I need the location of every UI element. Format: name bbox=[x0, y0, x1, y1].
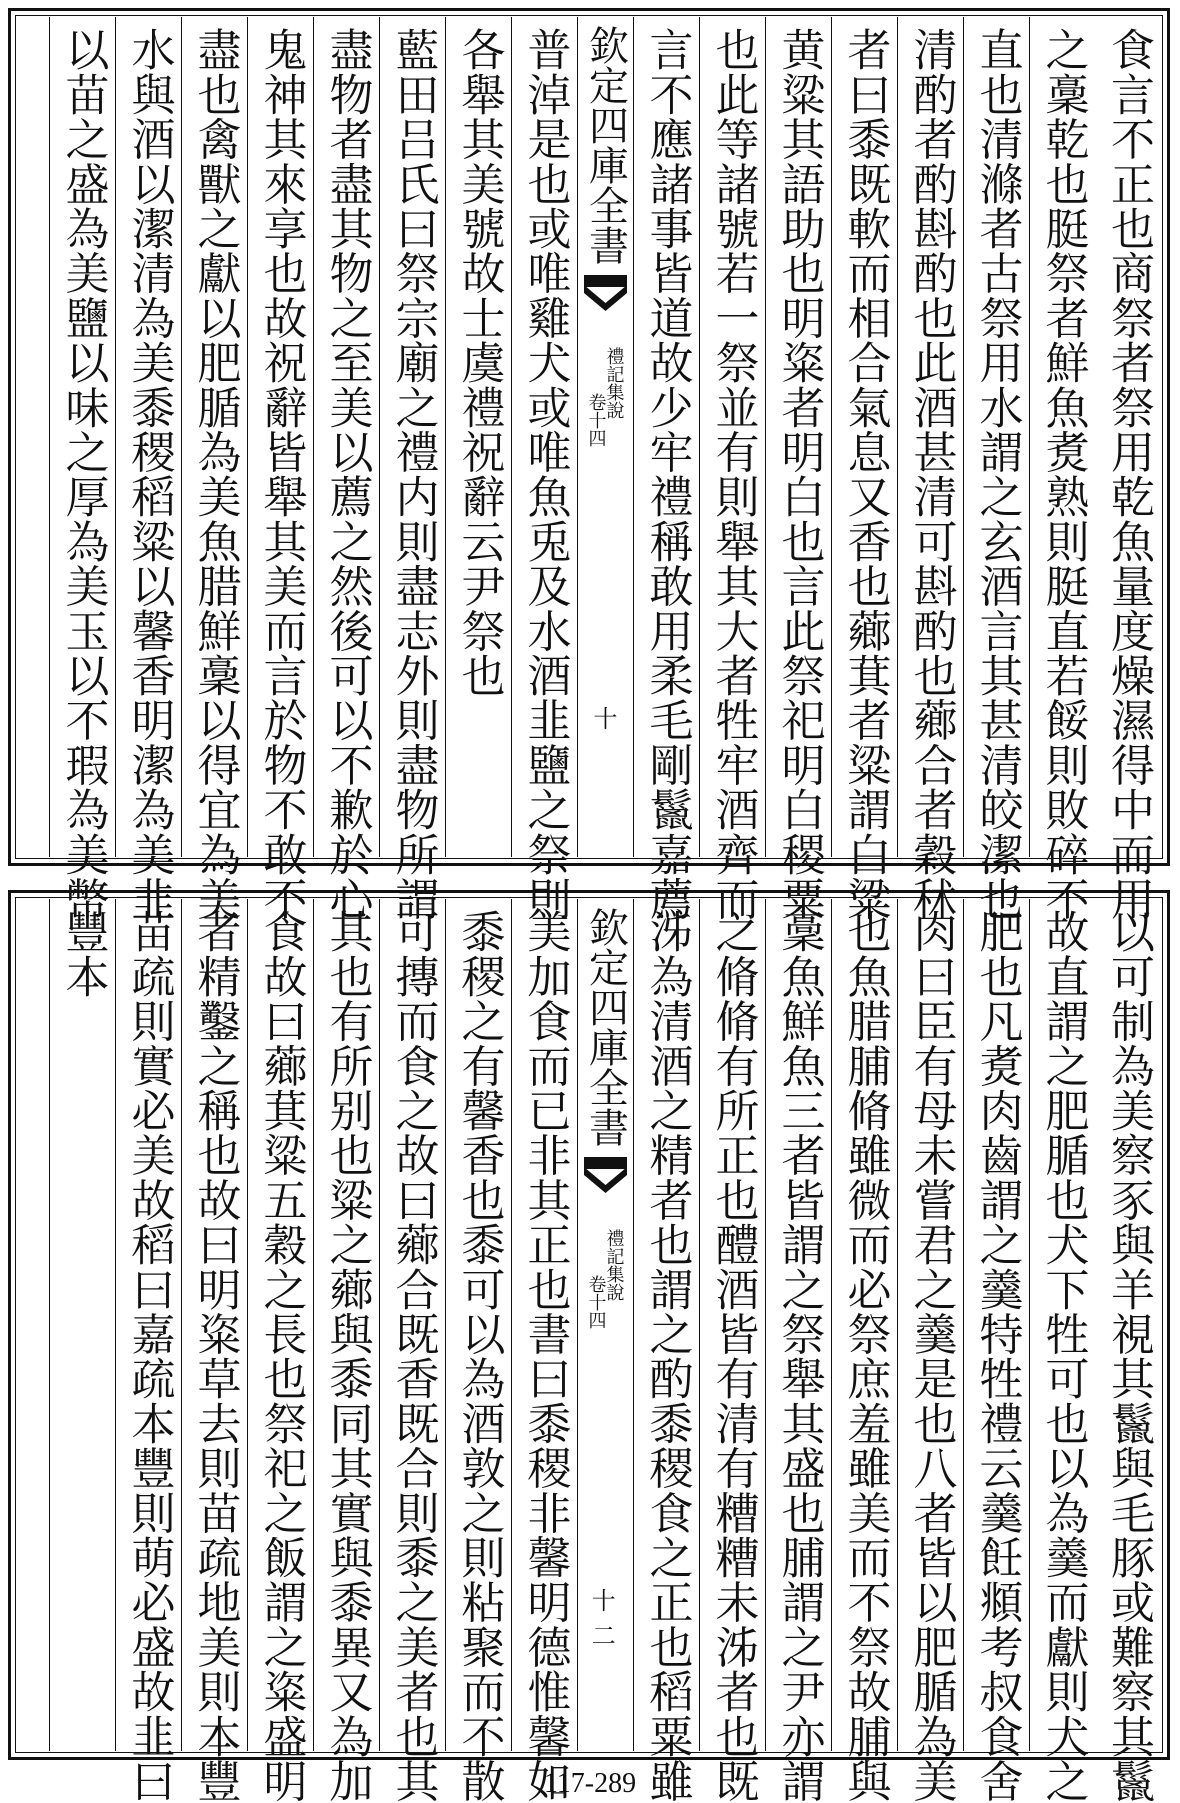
text-column bbox=[633, 899, 699, 1803]
text-column bbox=[1029, 899, 1095, 1803]
text-column bbox=[897, 17, 963, 921]
text-column bbox=[963, 17, 1029, 921]
page-top bbox=[8, 8, 1170, 921]
volume-label: 卷十四 bbox=[585, 393, 607, 447]
page-number: 十二 bbox=[591, 1587, 616, 1650]
text-column bbox=[181, 17, 247, 921]
column-text: 普淖是也或唯雞犬或唯魚兎及水酒韭鹽之祭則 bbox=[519, 27, 571, 921]
column-text: 者曰黍既軟而相合氣息又香也薌萁者粱謂白粱 bbox=[839, 27, 891, 921]
text-column bbox=[831, 899, 897, 1803]
column-text: 其也有所别也粱之薌與黍同其實與黍異又為加 bbox=[321, 909, 373, 1803]
column-text: 肉曰臣有母未嘗君之羹是也八者皆以肥腯為美 bbox=[905, 909, 957, 1803]
text-column bbox=[115, 17, 181, 921]
text-column bbox=[699, 899, 765, 1803]
text-column bbox=[247, 17, 313, 921]
text-column bbox=[379, 17, 445, 921]
column-text: 清酌者酌斟酌也此酒甚清可斟酌也薌合者穀秫 bbox=[905, 27, 957, 921]
text-column bbox=[181, 899, 247, 1803]
column-text: 直也清滌者古祭用水謂之玄酒言其甚清皎潔也 bbox=[971, 27, 1023, 921]
column-text: 豐本 bbox=[57, 909, 109, 999]
column-text: 鬼神其來享也故祝辭皆舉其美而言於物不敢不 bbox=[255, 27, 307, 921]
column-text: 肥也凡煑肉齒謂之羹特牲禮云羹飪頫考叔食舍 bbox=[971, 909, 1023, 1803]
center-fold bbox=[577, 899, 633, 1751]
text-column bbox=[313, 899, 379, 1803]
text-column bbox=[49, 17, 115, 921]
text-column bbox=[1095, 17, 1161, 921]
text-column bbox=[1095, 899, 1161, 1803]
column-text: 美加食而已非其正也書曰黍稷非馨明德惟馨如 bbox=[519, 909, 571, 1803]
fish-tail-mark bbox=[584, 275, 627, 335]
column-text: 泲為清酒之精者也謂之酌黍稷食之正也稻粟雖 bbox=[641, 909, 693, 1803]
text-column bbox=[633, 17, 699, 921]
column-grid bbox=[17, 17, 1161, 921]
column-text: 黍稷之有馨香也黍可以為酒敦之則粘聚而不散 bbox=[453, 909, 505, 1803]
column-text: 以可制為美察豕與羊視其鬣與毛豚或難察其鬣 bbox=[1103, 909, 1154, 1803]
text-column bbox=[765, 899, 831, 1803]
text-column bbox=[313, 17, 379, 921]
text-column bbox=[831, 17, 897, 921]
column-text: 稾魚鮮魚三者皆謂之祭舉其盛也脯謂之尹亦謂 bbox=[773, 909, 825, 1803]
page-footer-number: 117-289 bbox=[543, 1768, 637, 1799]
text-column bbox=[765, 17, 831, 921]
text-column bbox=[445, 17, 511, 857]
column-text: 言不應諸事皆道故少牢禮稱敢用柔毛剛鬣嘉薦 bbox=[641, 27, 693, 921]
column-text: 者精鑿之稱也故曰明粢草去則苗疏地美則本豐 bbox=[189, 909, 241, 1803]
volume-label: 卷十四 bbox=[585, 1275, 607, 1329]
fish-tail-mark bbox=[584, 1157, 627, 1217]
column-text: 盡也禽獸之獻以肥腯為美魚腊鮮稾以得宜為美 bbox=[189, 27, 241, 921]
text-column bbox=[511, 899, 577, 1803]
book-name: 禮記集說 bbox=[603, 347, 625, 419]
text-column bbox=[115, 899, 181, 1803]
column-text: 也此等諸號若一祭並有則舉其大者牲牢酒齊而 bbox=[707, 27, 759, 921]
text-column bbox=[699, 17, 765, 921]
text-column bbox=[511, 17, 577, 921]
text-column bbox=[445, 899, 511, 1803]
book-series-title: 欽定四庫全書 bbox=[582, 907, 629, 1147]
column-text: 之稾乾也脡祭者鮮魚煑熟則脡直若餒則敗碎不 bbox=[1037, 27, 1089, 921]
text-column bbox=[49, 899, 115, 1751]
column-text: 各舉其美號故士虞禮祝辭云尹祭也 bbox=[453, 27, 505, 698]
column-text: 水與酒以潔清為美黍稷稻粱以馨香明潔為美韭 bbox=[123, 27, 175, 921]
center-fold bbox=[577, 17, 633, 857]
text-column bbox=[963, 899, 1029, 1803]
book-name: 禮記集說 bbox=[603, 1229, 625, 1301]
column-text: 盡物者盡其物之至美以薦之然後可以不歉於心 bbox=[321, 27, 373, 921]
column-text: 可摶而食之故曰薌合既香既合則黍之美者也其 bbox=[387, 909, 439, 1803]
text-column bbox=[1029, 17, 1095, 921]
text-column bbox=[247, 899, 313, 1803]
column-text: 故直謂之肥腯也犬下牲可也以為羹而獻則犬之 bbox=[1037, 909, 1089, 1803]
text-column bbox=[897, 899, 963, 1803]
column-text: 食言不正也商祭者祭用乾魚量度燥濕得中而用 bbox=[1103, 27, 1154, 921]
column-text: 也魚腊脯脩雖微而必祭庶羞雖美而不祭故脯與 bbox=[839, 909, 891, 1803]
book-series-title: 欽定四庫全書 bbox=[582, 25, 629, 265]
column-text: 食故曰薌萁粱五穀之長也祭祀之飯謂之粢盛明 bbox=[255, 909, 307, 1803]
text-column bbox=[379, 899, 445, 1803]
column-text: 藍田吕氏曰祭宗廟之禮内則盡志外則盡物所謂 bbox=[387, 27, 439, 921]
column-text: 黄粱其語助也明粢者明白也言此祭祀明白稷粟 bbox=[773, 27, 825, 921]
column-text: 之脩脩有所正也醴酒皆有清有糟糟未泲者也既 bbox=[707, 909, 759, 1803]
column-text: 苗疏則實必美故稻曰嘉疏本豐則萌必盛故韭曰 bbox=[123, 909, 175, 1803]
page-number: 十 bbox=[593, 705, 618, 733]
column-text: 以苗之盛為美鹽以味之厚為美玉以不瑕為美幣 bbox=[57, 27, 109, 921]
